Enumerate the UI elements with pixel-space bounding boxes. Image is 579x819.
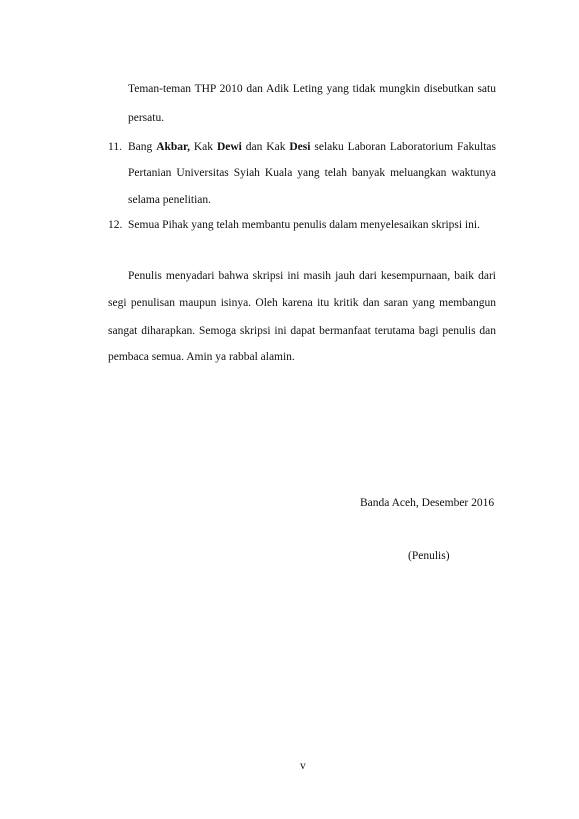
name-desi: Desi xyxy=(289,141,311,153)
closing-paragraph-line-4: pembaca semua. Amin ya rabbal alamin. xyxy=(108,351,295,363)
list-continuation-line-1: Teman-teman THP 2010 dan Adik Leting yang tidak mungkin disebutkan satu xyxy=(128,83,496,95)
name-dewi: Dewi xyxy=(216,141,242,153)
closing-paragraph-line-1: Penulis menyadari bahwa skripsi ini masih jauh dari kesempurnaan, baik dari xyxy=(128,270,496,282)
name-akbar: Akbar, xyxy=(156,141,190,153)
item-11-number: 11. xyxy=(108,141,122,153)
list-continuation-line-2: persatu. xyxy=(128,112,165,124)
signature-place-date: Banda Aceh, Desember 2016 xyxy=(360,497,495,509)
item-11-line-2: Pertanian Universitas Syiah Kuala yang telah banyak meluangkan waktunya xyxy=(128,167,496,179)
item-11-line-1: Bang Akbar, Kak Dewi dan Kak Desi selaku Laboran Laboratorium Fakultas xyxy=(128,141,496,153)
closing-paragraph-line-2: segi penulisan maupun isinya. Oleh karena itu kritik dan saran yang membangun xyxy=(108,297,496,309)
page-number: v xyxy=(300,760,306,772)
item-11-line-3: selama penelitian. xyxy=(128,194,212,206)
item-12-text: Semua Pihak yang telah membantu penulis dalam menyelesaikan skripsi ini. xyxy=(128,219,480,231)
closing-paragraph-line-3: sangat diharapkan. Semoga skripsi ini dapat bermanfaat terutama bagi penulis dan xyxy=(108,325,496,337)
item-12-number: 12. xyxy=(108,219,123,231)
signature-author: (Penulis) xyxy=(408,550,450,562)
